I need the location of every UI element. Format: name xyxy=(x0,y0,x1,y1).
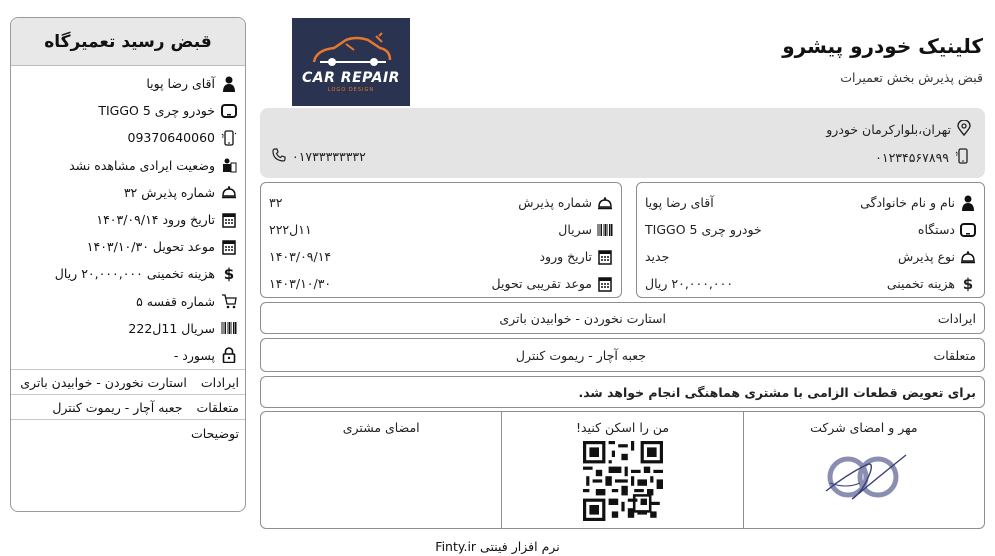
stub-text: هزینه تخمینی ۲۰,۰۰۰,۰۰۰ ریال xyxy=(54,266,215,282)
issues-value: استارت نخوردن - خوابیدن باتری xyxy=(499,310,666,326)
customer-signature-cell xyxy=(261,412,501,528)
note-text: برای تعویض قطعات الزامی با مشتری هماهنگی انجام خواهد شد. xyxy=(578,384,976,400)
phone-icon xyxy=(272,148,286,165)
logo-subtitle: LOGO DESIGN xyxy=(327,86,375,93)
stub-text: آقای رضا پویا xyxy=(146,76,215,92)
lock-icon xyxy=(221,347,237,363)
phone-number xyxy=(272,148,366,165)
issues-row xyxy=(260,302,985,334)
dollar-icon: $ xyxy=(223,264,235,283)
field-value: جدید xyxy=(645,249,670,264)
stub-row-serial xyxy=(15,315,237,342)
customer-signature-label: امضای مشتری xyxy=(342,420,420,435)
stub-row-delivery-date xyxy=(15,233,237,260)
status-icon xyxy=(221,157,237,173)
company-signature-label: مهر و امضای شرکت xyxy=(810,420,918,435)
location-pin-icon xyxy=(957,120,971,139)
reception-row-delivery-date xyxy=(269,270,613,297)
stub-row-password xyxy=(15,342,237,369)
stub-text: خودرو چری TIGGO 5 xyxy=(98,103,215,119)
phone-text: ۰۱۷۳۳۳۳۳۳۳۲ xyxy=(292,149,366,164)
software-credit[interactable]: نرم افزار فینتی Finty.ir xyxy=(435,539,560,554)
scan-label: من را اسکن کنید! xyxy=(575,420,670,435)
field-label: هزینه تخمینی xyxy=(886,276,955,291)
mobile-icon xyxy=(955,148,971,167)
field-label: نام و نام خانوادگی xyxy=(860,195,955,210)
receipt-stub xyxy=(10,17,246,512)
stub-row-reception xyxy=(15,179,237,206)
car-icon xyxy=(306,32,396,70)
field-label: موعد تقریبی تحویل xyxy=(491,276,592,291)
stub-accessories-value: جعبه آچار - ریموت کنترل xyxy=(52,399,183,415)
stub-accessories-label: متعلقات xyxy=(196,399,239,415)
person-icon xyxy=(960,195,976,211)
contact-bar xyxy=(260,108,985,178)
field-value: ۳۲ xyxy=(269,195,283,210)
stub-text: پسورد - xyxy=(173,347,215,363)
mobile-number xyxy=(875,148,971,167)
stub-row-name xyxy=(15,70,237,97)
bell-icon xyxy=(221,184,237,200)
field-label: تاریخ ورود xyxy=(539,249,592,264)
qr-cell xyxy=(501,412,742,528)
field-value: ۱۴۰۳/۱۰/۳۰ xyxy=(269,276,332,291)
stub-issues xyxy=(11,369,245,394)
accessories-row xyxy=(260,338,985,372)
stub-text: شماره قفسه ۵ xyxy=(136,293,215,309)
qr-code[interactable] xyxy=(583,441,663,521)
reception-row-entry-date xyxy=(269,243,613,270)
customer-row-name xyxy=(645,189,976,216)
calendar-icon xyxy=(597,249,613,265)
stub-row-shelf xyxy=(15,288,237,315)
stub-text: سریال 11ل222 xyxy=(128,320,215,336)
stub-row-entry-date xyxy=(15,206,237,233)
mobile-text: ۰۱۲۳۴۵۶۷۸۹۹ xyxy=(875,150,949,165)
reception-row-serial xyxy=(269,216,613,243)
tablet-icon xyxy=(221,103,237,119)
stub-accessories xyxy=(11,394,245,419)
field-label: دستگاه xyxy=(917,222,955,237)
bell-icon xyxy=(597,195,613,211)
stub-notes-label: توضیحات xyxy=(191,426,239,442)
calendar-icon xyxy=(221,212,237,228)
field-value: ۱۱ل۲۲۲ xyxy=(269,222,312,237)
dollar-icon: $ xyxy=(962,274,974,293)
note-row xyxy=(260,376,985,408)
receipt-stub-list xyxy=(11,66,245,369)
field-value: آقای رضا پویا xyxy=(645,195,714,210)
accessories-label: متعلقات xyxy=(933,347,976,363)
stub-text: وضعیت ایرادی مشاهده نشد xyxy=(69,157,215,173)
address xyxy=(826,120,971,139)
issues-label: ایرادات xyxy=(937,310,976,326)
field-label: سریال xyxy=(558,222,592,237)
receipt-stub-title: قبض رسید تعمیرگاه xyxy=(11,18,245,66)
barcode-icon xyxy=(221,320,237,336)
stub-row-device xyxy=(15,97,237,124)
cart-icon xyxy=(221,293,237,309)
company-name: کلینیک خودرو پیشرو xyxy=(782,34,983,58)
field-label: شماره پذیرش xyxy=(518,195,592,210)
customer-row-device xyxy=(645,216,976,243)
customer-row-reception-type xyxy=(645,243,976,270)
bell-icon xyxy=(960,249,976,265)
stub-row-status xyxy=(15,152,237,179)
field-value: ۲۰,۰۰۰,۰۰۰ ریال xyxy=(645,276,734,291)
receipt-subtitle: قبض پذیرش بخش تعمیرات xyxy=(840,70,983,85)
stub-row-cost xyxy=(15,260,237,287)
stub-notes xyxy=(11,419,245,512)
company-stamp-signature xyxy=(816,445,912,505)
field-value: خودرو چری TIGGO 5 xyxy=(645,222,762,237)
calendar-icon xyxy=(221,239,237,255)
stub-text: تاریخ ورود ۱۴۰۳/۰۹/۱۴ xyxy=(96,212,215,228)
calendar-icon xyxy=(597,276,613,292)
field-label: نوع پذیرش xyxy=(897,249,955,264)
mobile-icon xyxy=(221,130,237,146)
stub-text: 09370640060 xyxy=(127,130,215,146)
field-value: ۱۴۰۳/۰۹/۱۴ xyxy=(269,249,332,264)
company-signature-cell xyxy=(743,412,984,528)
customer-row-cost xyxy=(645,270,976,297)
signature-section xyxy=(260,411,985,529)
reception-row-number xyxy=(269,189,613,216)
barcode-icon xyxy=(597,222,613,238)
logo-title: CAR REPAIR xyxy=(302,69,400,86)
stub-issues-label: ایرادات xyxy=(200,374,239,390)
stub-text: موعد تحویل ۱۴۰۳/۱۰/۳۰ xyxy=(86,239,215,255)
stub-text: شماره پذیرش ۳۲ xyxy=(123,184,215,200)
tablet-icon xyxy=(960,222,976,238)
customer-info-box xyxy=(636,182,985,298)
person-icon xyxy=(221,76,237,92)
stub-issues-value: استارت نخوردن - خوابیدن باتری xyxy=(20,374,187,390)
stub-row-mobile xyxy=(15,124,237,151)
company-logo xyxy=(292,18,410,106)
address-text: تهران،بلوارکرمان خودرو xyxy=(826,122,951,137)
reception-info-box xyxy=(260,182,622,298)
accessories-value: جعبه آچار - ریموت کنترل xyxy=(515,347,646,363)
